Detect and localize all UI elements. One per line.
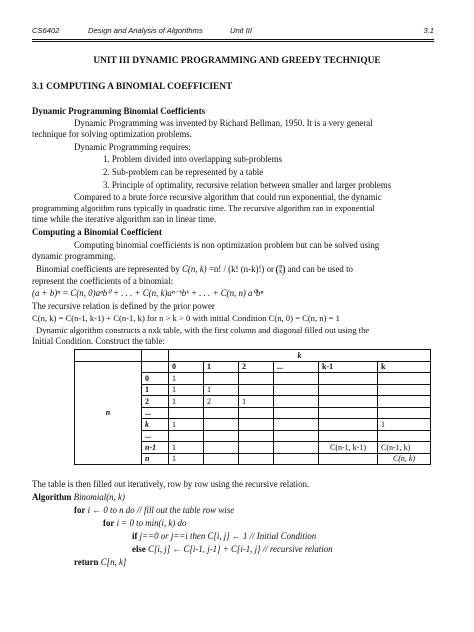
paragraph-intro-line2: technique for solving optimization problems. bbox=[32, 129, 192, 139]
algo-line-3 bbox=[132, 531, 316, 542]
table-cell: C(n-1, k-1) bbox=[319, 442, 378, 454]
header-rule-double bbox=[32, 41, 434, 42]
binomial-definition-line2: represent the coefficients of a binomial: bbox=[32, 276, 174, 286]
table-intro-line1: Dynamic algorithm constructs a nxk table, with the first column and diagonal filled out using the bbox=[36, 325, 370, 335]
col-header: 0 bbox=[169, 361, 204, 373]
table-cell: C(n-1, k) bbox=[378, 442, 431, 454]
col-header: k bbox=[378, 361, 431, 373]
algorithm-name: Binomial(n, k) bbox=[73, 492, 125, 502]
binomial-table bbox=[74, 349, 431, 465]
list-item-3: 3. Principle of optimality, recursive relation between smaller and larger problems bbox=[103, 180, 392, 190]
paragraph-intro-line1: Dynamic Programming was invented by Richard Bellman, 1950. It is a very general bbox=[74, 118, 373, 128]
paragraph-compare-line3: time while the iterative algorithm ran in linear time. bbox=[32, 214, 217, 224]
row-header: 2 bbox=[142, 396, 169, 408]
table-cell: 1 bbox=[169, 419, 204, 431]
table-cell: C(n, k) bbox=[378, 453, 431, 465]
binomial-cnk: C(n, k) bbox=[181, 264, 207, 274]
col-header: ... bbox=[274, 361, 319, 373]
requires-label: Dynamic Programming requires: bbox=[74, 142, 191, 152]
unit-label: Unit III bbox=[230, 26, 252, 35]
table-cell: 1 bbox=[378, 419, 431, 431]
algo-line-5 bbox=[74, 557, 126, 568]
code-text: C[n, k] bbox=[100, 557, 127, 567]
recursive-intro: The recursive relation is defined by the prior power bbox=[32, 301, 215, 311]
algo-line-4 bbox=[132, 544, 333, 555]
algo-line-1 bbox=[74, 505, 234, 516]
page-header bbox=[32, 26, 434, 38]
algorithm-prefix: Algorithm bbox=[32, 492, 72, 502]
col-header: 1 bbox=[204, 361, 239, 373]
after-table-text: The table is then filled out iteratively, row by row using the recursive relation. bbox=[32, 479, 310, 489]
table-intro-line2: Initial Condition. Construct the table: bbox=[32, 336, 165, 346]
table-cell: 1 bbox=[169, 442, 204, 454]
keyword: for bbox=[74, 505, 86, 515]
paragraph-computing-line2: dynamic programming. bbox=[32, 251, 116, 261]
table-cell: 1 bbox=[169, 396, 204, 408]
binomial-text-a: Binomial coefficients are represented by bbox=[36, 264, 180, 274]
binom-bottom: k bbox=[279, 268, 283, 275]
page-number: 3.1 bbox=[423, 26, 434, 35]
row-header: n bbox=[142, 453, 169, 465]
row-header: ... bbox=[142, 407, 169, 419]
keyword: else bbox=[132, 544, 146, 554]
dp-heading: Dynamic Programming Binomial Coefficients bbox=[32, 106, 206, 116]
code-text: j==0 or j==i then C[i, j] ← 1 // Initial Condition bbox=[139, 531, 317, 541]
table-k-row bbox=[75, 350, 431, 362]
table-cell: 2 bbox=[204, 396, 239, 408]
section-heading: 3.1 COMPUTING A BINOMIAL COEFFICIENT bbox=[32, 82, 233, 92]
table-cell: 1 bbox=[169, 373, 204, 385]
binom-top: n bbox=[279, 263, 283, 270]
row-header: ... bbox=[142, 430, 169, 442]
keyword: for bbox=[103, 518, 115, 528]
table-header-row bbox=[75, 361, 431, 373]
code-text: i = 0 to min(i, k) do bbox=[116, 518, 187, 528]
keyword: return bbox=[74, 557, 99, 567]
course-title: Design and Analysis of Algorithms bbox=[88, 26, 203, 35]
header-rule bbox=[32, 39, 434, 40]
keyword: if bbox=[132, 531, 138, 541]
paragraph-computing-line1: Computing binomial coefficients is non optimization problem but can be solved using bbox=[74, 240, 380, 250]
binomial-symbol bbox=[276, 265, 285, 275]
recursive-formula: C(n, k) = C(n-1, k-1) + C(n-1, k) for n > k > 0 with initial Condition C(n, 0) = C(n, n) = 1 bbox=[32, 313, 340, 323]
table-cell: 1 bbox=[169, 384, 204, 396]
code-text: C[i, j] ← C[i-1, j-1] + C[i-1, j] // recursive relation bbox=[148, 544, 333, 554]
table-cell: 1 bbox=[169, 453, 204, 465]
col-header: k-1 bbox=[319, 361, 378, 373]
code-text: i ← 0 to n do // fill out the table row wise bbox=[87, 505, 235, 515]
col-header: 2 bbox=[239, 361, 274, 373]
binomial-text-c: and can be used to bbox=[287, 264, 353, 274]
k-axis-label: k bbox=[169, 350, 431, 362]
computing-heading: Computing a Binomial Coefficient bbox=[32, 227, 162, 237]
course-code: CS6402 bbox=[32, 26, 60, 35]
algorithm-title bbox=[32, 492, 125, 503]
binomial-definition-line1 bbox=[36, 264, 353, 275]
binomial-expansion-formula: (a + b)ⁿ = C(n, 0)aⁿb⁰ + . . . + C(n, k)aⁿ⁻ᵏbᵏ + . . . + C(n, n) a⁰bⁿ bbox=[32, 288, 264, 298]
unit-title: UNIT III DYNAMIC PROGRAMMING AND GREEDY TECHNIQUE bbox=[93, 56, 381, 66]
binomial-text-b: =n! / (k! (n-k)!) or bbox=[208, 264, 274, 274]
table-cell: 1 bbox=[239, 396, 274, 408]
paragraph-compare-line1: Compared to a brute force recursive algorithm that could run exponential, the dynamic bbox=[74, 192, 382, 202]
paragraph-compare-line2: programming algorithm runs typically in quadratic time. The recursive algorithm ran in exponential bbox=[32, 203, 375, 213]
table-cell: 1 bbox=[204, 384, 239, 396]
list-item-2: 2. Sub-problem can be represented by a table bbox=[103, 167, 264, 177]
row-header: 1 bbox=[142, 384, 169, 396]
n-axis-label: n bbox=[75, 361, 142, 465]
list-item-1: 1. Problem divided into overlapping sub-problems bbox=[103, 154, 282, 164]
row-header: 0 bbox=[142, 373, 169, 385]
row-header: k bbox=[142, 419, 169, 431]
row-header: n-1 bbox=[142, 442, 169, 454]
algo-line-2 bbox=[103, 518, 186, 529]
